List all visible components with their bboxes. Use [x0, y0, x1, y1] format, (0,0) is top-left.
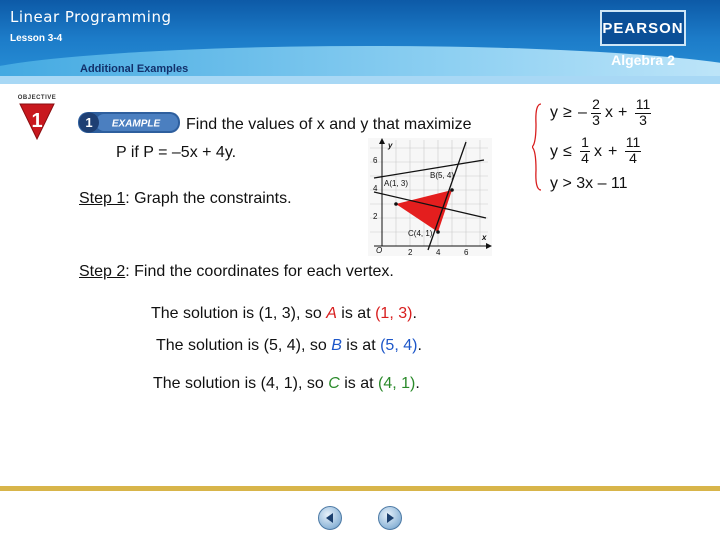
step-2: [79, 263, 394, 281]
solution-a-coords: (1, 3): [375, 305, 413, 322]
inequality-system: [538, 98, 668, 198]
step-2-label: Step 2: [79, 263, 126, 280]
y-tick-6: 6: [373, 156, 378, 165]
problem-line-1: Find the values of x and y that maximize: [186, 116, 472, 133]
step-1-text: : Graph the constraints.: [125, 190, 292, 207]
ineq2-op: +: [608, 143, 618, 160]
origin-label: O: [376, 246, 383, 255]
ineq1-var: x: [605, 104, 613, 121]
solution-a: [151, 305, 417, 323]
solution-c-mid: is at: [339, 375, 378, 392]
objective-label: OBJECTIVE: [17, 95, 57, 101]
solution-c-suffix: .: [415, 375, 420, 392]
ineq1-den1: 3: [592, 112, 600, 128]
solution-c-prefix: The solution is (4, 1), so: [153, 375, 329, 392]
vertex-a-point: [394, 202, 398, 206]
solution-b-coords: (5, 4): [380, 337, 418, 354]
course-title: Linear Programming: [10, 8, 172, 26]
ineq2-num1: 1: [581, 134, 589, 150]
solution-a-prefix: The solution is (1, 3), so: [151, 305, 327, 322]
ineq1-num2: 11: [635, 96, 651, 112]
ineq1-op: +: [618, 104, 628, 121]
y-tick-4: 4: [373, 184, 378, 193]
arrow-left-icon: [319, 507, 341, 529]
solution-b-prefix: The solution is (5, 4), so: [156, 337, 332, 354]
footer-bar: [0, 491, 720, 540]
header-band: [0, 76, 720, 84]
ineq1-den2: 3: [639, 112, 647, 128]
section-label: Additional Examples: [80, 63, 189, 75]
ineq2-den1: 4: [581, 150, 589, 166]
example-badge-graphic: [78, 112, 180, 133]
ineq2-rel: ≤: [563, 143, 572, 160]
objective-number: 1: [31, 110, 43, 132]
ineq2-var: x: [594, 143, 602, 160]
step-1: [79, 190, 292, 208]
ineq1-lhs: y: [550, 104, 558, 121]
vertex-c-label: C(4, 1): [408, 229, 433, 238]
x-tick-2: 2: [408, 248, 413, 256]
example-number: 1: [85, 115, 93, 130]
x-axis-label: x: [482, 233, 487, 242]
x-tick-6: 6: [464, 248, 469, 256]
subject-label: Algebra 2: [611, 52, 675, 68]
step-2-text: : Find the coordinates for each vertex.: [125, 263, 394, 280]
objective-badge: [12, 95, 62, 141]
solution-b-mid: is at: [341, 337, 381, 354]
solution-b-suffix: .: [417, 337, 422, 354]
pearson-logo: PEARSON: [600, 10, 686, 46]
ineq2-den2: 4: [629, 150, 637, 166]
arrow-right-icon: [379, 507, 401, 529]
ineq1-num1: 2: [592, 96, 600, 112]
solution-b: [156, 337, 422, 355]
example-label: EXAMPLE: [111, 118, 161, 130]
next-button[interactable]: [378, 506, 402, 530]
step-1-label: Step 1: [79, 190, 126, 207]
solution-c: [153, 375, 420, 393]
solution-a-mid: is at: [336, 305, 376, 322]
x-tick-4: 4: [436, 248, 441, 256]
vertex-c-point: [436, 230, 440, 234]
solution-a-point: A: [326, 305, 337, 322]
vertex-a-label: A(1, 3): [384, 179, 409, 188]
y-tick-2: 2: [373, 212, 378, 221]
ineq1-rel: ≥: [563, 104, 572, 121]
solution-c-point: C: [328, 375, 340, 392]
problem-line-2: P if P = –5x + 4y.: [116, 144, 237, 161]
objective-shield-icon: [12, 95, 62, 141]
ineq1-sign: –: [578, 104, 587, 121]
vertex-b-label: B(5, 4): [430, 171, 455, 180]
lesson-label: Lesson 3-4: [10, 33, 63, 44]
previous-button[interactable]: [318, 506, 342, 530]
solution-c-coords: (4, 1): [377, 375, 416, 392]
vertex-b-point: [450, 188, 454, 192]
solution-a-suffix: .: [412, 305, 417, 322]
feasible-region-graph: [368, 138, 492, 256]
example-badge: [78, 112, 180, 133]
inequality-3: y > 3x – 11: [550, 175, 628, 192]
solution-b-point: B: [331, 337, 342, 354]
ineq2-num2: 11: [625, 134, 641, 150]
y-axis-label: y: [388, 141, 393, 150]
ineq2-lhs: y: [550, 143, 558, 160]
